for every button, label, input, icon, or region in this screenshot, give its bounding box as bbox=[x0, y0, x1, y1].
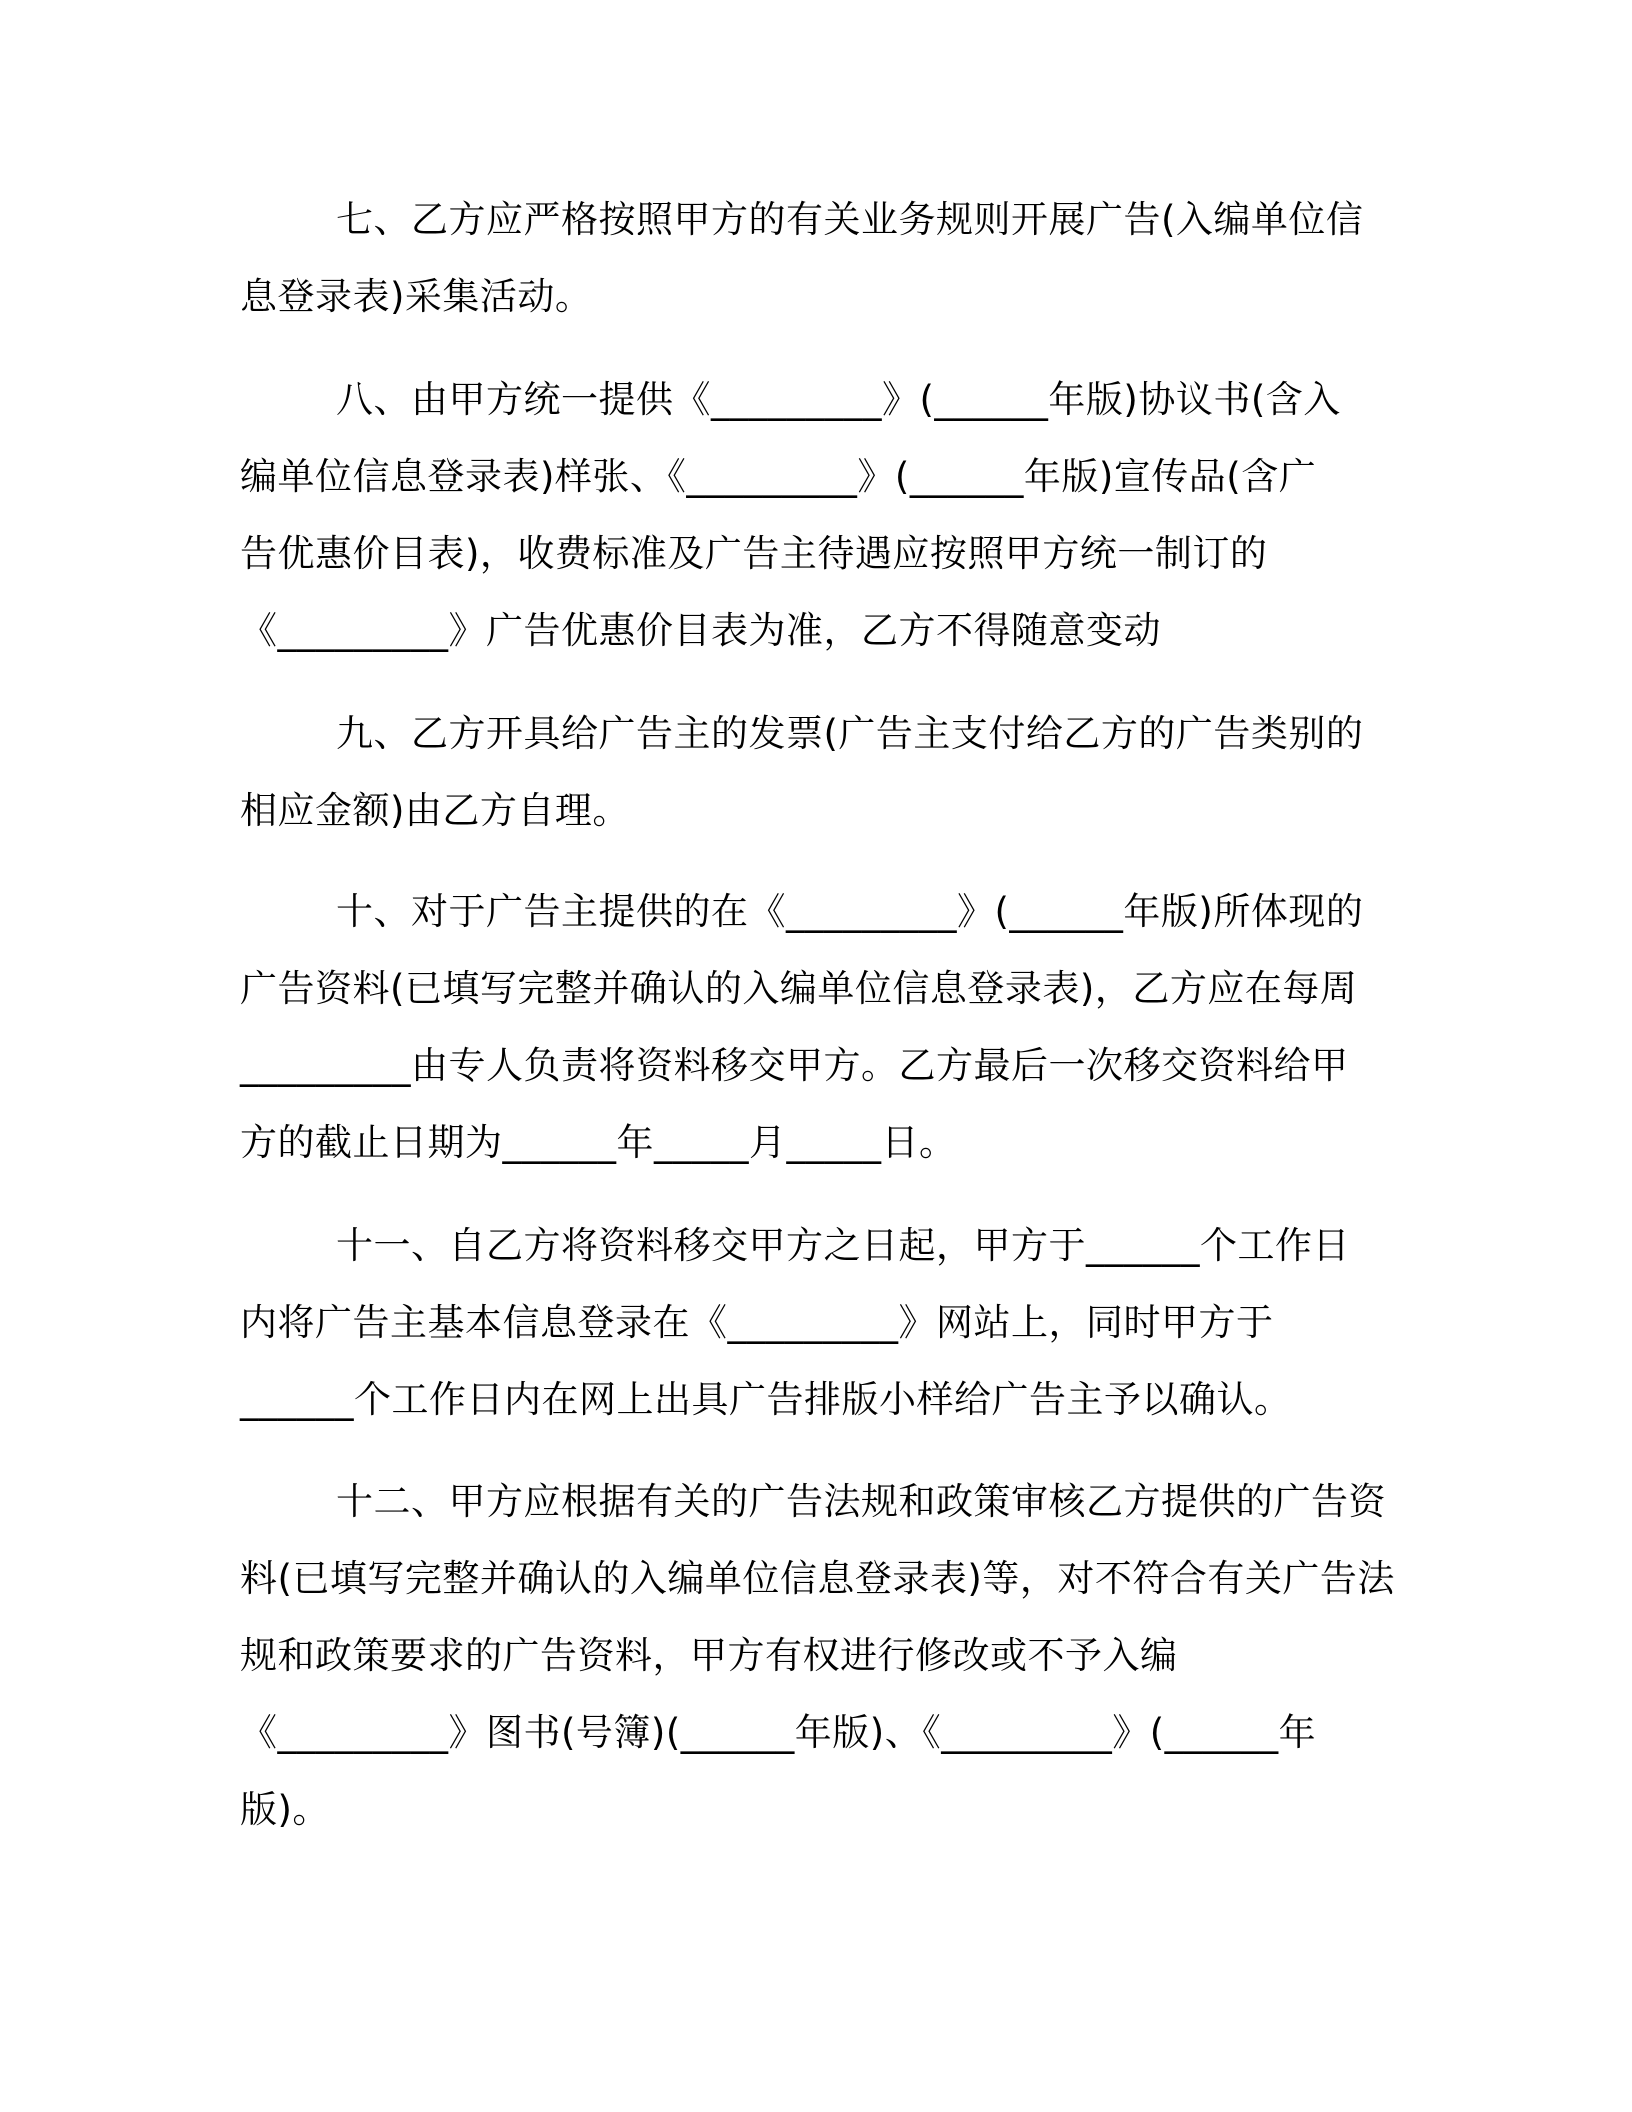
clause-8-line-2: 编单位信息登录表)样张、《_________》(______年版)宣传品(含广 bbox=[240, 455, 1317, 498]
clause-7-line-1: 七、乙方应严格按照甲方的有关业务规则开展广告(入编单位信 bbox=[336, 198, 1364, 241]
clause-12-line-3: 规和政策要求的广告资料，甲方有权进行修改或不予入编 bbox=[240, 1634, 1178, 1677]
clause-9-line-2: 相应金额)由乙方自理。 bbox=[240, 789, 630, 832]
clause-9-line-1: 九、乙方开具给广告主的发票(广告主支付给乙方的广告类别的 bbox=[336, 712, 1364, 755]
clause-11-line-2: 内将广告主基本信息登录在《_________》网站上，同时甲方于 bbox=[240, 1301, 1274, 1344]
clause-10-line-2: 广告资料(已填写完整并确认的入编单位信息登录表)，乙方应在每周 bbox=[240, 967, 1358, 1010]
clause-12-line-4: 《_________》图书(号簿)(______年版)、《_________》(______年 bbox=[240, 1711, 1317, 1754]
clause-8-line-3: 告优惠价目表)，收费标准及广告主待遇应按照甲方统一制订的 bbox=[240, 532, 1268, 575]
clause-10-line-3: _________由专人负责将资料移交甲方。乙方最后一次移交资料给甲 bbox=[240, 1044, 1349, 1087]
clause-12-line-5: 版)。 bbox=[240, 1788, 330, 1831]
clause-8-line-4: 《_________》广告优惠价目表为准，乙方不得随意变动 bbox=[240, 609, 1161, 652]
clause-10-line-4: 方的截止日期为______年_____月_____日。 bbox=[240, 1121, 957, 1164]
clause-11-line-1: 十一、自乙方将资料移交甲方之日起，甲方于______个工作日 bbox=[336, 1224, 1350, 1267]
clause-7-line-2: 息登录表)采集活动。 bbox=[240, 275, 593, 318]
clause-12-line-1: 十二、甲方应根据有关的广告法规和政策审核乙方提供的广告资 bbox=[336, 1480, 1386, 1523]
clause-11-line-3: ______个工作日内在网上出具广告排版小样给广告主予以确认。 bbox=[240, 1378, 1292, 1421]
clause-8-line-1: 八、由甲方统一提供《_________》(______年版)协议书(含入 bbox=[336, 378, 1341, 421]
clause-12-line-2: 料(已填写完整并确认的入编单位信息登录表)等，对不符合有关广告法 bbox=[240, 1557, 1395, 1600]
clause-10-line-1: 十、对于广告主提供的在《_________》(______年版)所体现的 bbox=[336, 890, 1364, 933]
